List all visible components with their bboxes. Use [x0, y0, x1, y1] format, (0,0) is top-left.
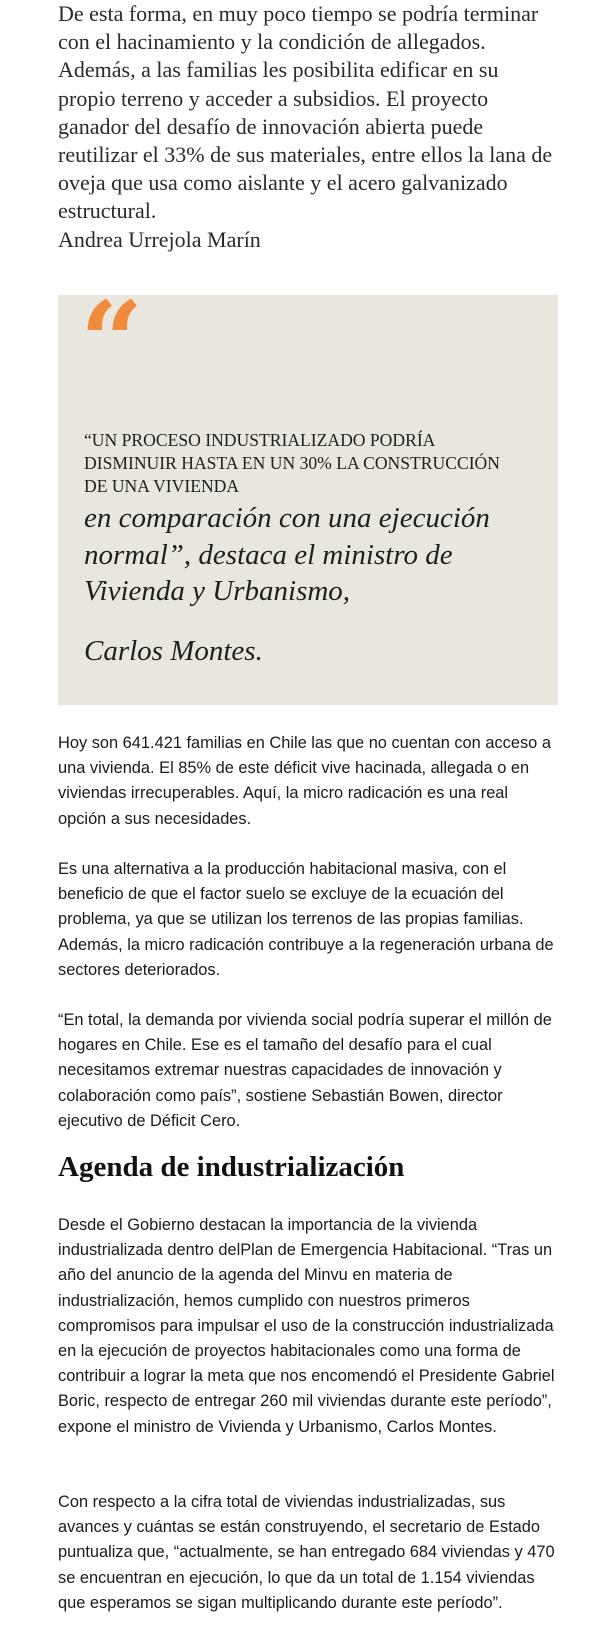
body-paragraph-demand-quote: “En total, la demanda por vivienda social podría superar el millón de hogares en Chile. Ese es el tamaño del desafío para el cual necesitamos extremar nuestras capacidades de innovación y colaboración como país”, sostiene Sebastián Bowen, director ejecutivo de Déficit Cero. — [58, 1011, 552, 1130]
lead-paragraph: De esta forma, en muy poco tiempo se podría terminar con el hacinamiento y la condición de allegados. Además, a las familias les posibilita edificar en su propio terreno y acceder a subsidios. El proyecto ganador del desafío de innovación abierta puede reutilizar el 33% de sus materiales, entre ellos la lana de oveja que usa como aislante y el acero galvanizado estructural. — [58, 1, 553, 224]
pull-quote — [58, 277, 558, 705]
quote-mark-icon: “ — [80, 277, 144, 406]
lead-section — [58, 0, 558, 254]
body-paragraph-families: Hoy son 641.421 familias en Chile las que no cuentan con acceso a una vivienda. El 85% de este déficit vive hacinada, allegada o en viviendas irrecuperables. Aquí, la micro radicación es una real opción a sus necesidades. — [58, 734, 551, 828]
section-heading: Agenda de industrialización — [58, 1151, 405, 1183]
body-paragraph-alternative: Es una alternativa a la producción habitacional masiva, con el beneficio de que el factor suelo se excluye de la ecuación del problema, ya que se utilizan los terrenos de las propias familias. Además, la micro radicación contribuye a la regeneración urbana de sectores deteriorados. — [58, 860, 554, 979]
body-paragraph-figures: Con respecto a la cifra total de viviendas industrializadas, sus avances y cuántas se están construyendo, el secretario de Estado puntualiza que, “actualmente, se han entregado 684 viviendas y 470 se encuentran en ejecución, lo que da un total de 1.154 viviendas que esperamos se sigan multiplicando durante este período”. — [58, 1493, 555, 1612]
pull-quote-lead: “UN PROCESO INDUSTRIALIZADO PODRÍA DISMINUIR HASTA EN UN 30% LA CONSTRUCCIÓN DE UNA VIVIENDA — [84, 430, 500, 496]
byline: Andrea Urrejola Marín — [58, 226, 261, 252]
pull-quote-author: Carlos Montes. — [84, 635, 263, 667]
body-paragraph-government: Desde el Gobierno destacan la importancia de la vivienda industrializada dentro delPlan de Emergencia Habitacional. “Tras un año del anuncio de la agenda del Minvu en materia de industrialización, hemos cumplido con nuestros primeros compromisos para impulsar el uso de la construcción industrializada en la ejecución de proyectos habitacionales como una forma de contribuir a lograr la meta que nos encomendó el Presidente Gabriel Boric, respecto de entregar 260 mil viviendas durante este período”, expone el ministro de Vivienda y Urbanismo, Carlos Montes. — [58, 1216, 555, 1436]
pull-quote-text: en comparación con una ejecución normal”, destaca el ministro de Vivienda y Urbanismo, — [84, 502, 490, 607]
